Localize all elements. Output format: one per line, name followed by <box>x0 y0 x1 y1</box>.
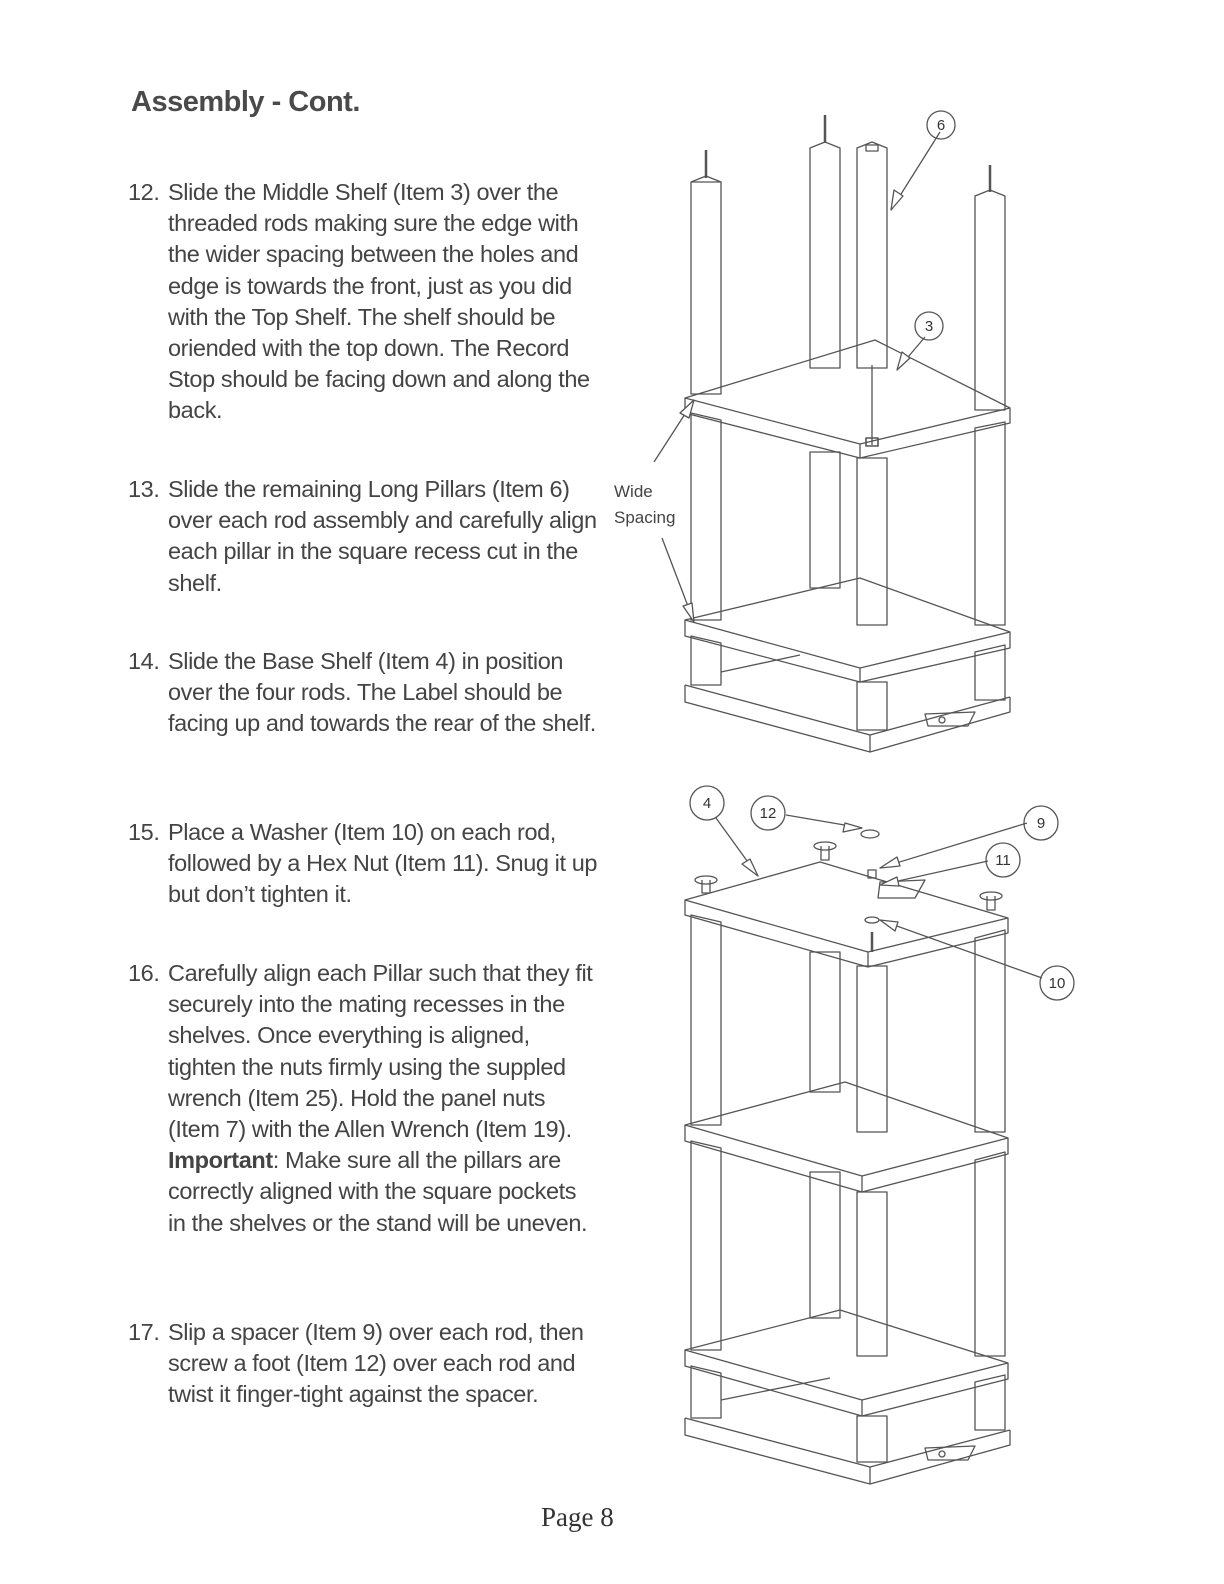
step-number: 13. <box>128 476 160 502</box>
step-number: 14. <box>128 648 160 674</box>
step-number: 16. <box>128 960 160 986</box>
page-number: Page 8 <box>541 1502 614 1532</box>
wide-spacing-label-line1: Wide <box>614 482 653 501</box>
step-text: Slide the Base Shelf (Item 4) in position over the four rods. The Label should be facing up and towards the rear of the shelf. <box>168 648 596 737</box>
callout-6: 6 <box>936 117 946 134</box>
step-number: 17. <box>128 1319 160 1345</box>
callout-9: 9 <box>1036 815 1046 832</box>
step-text: Slide the remaining Long Pillars (Item 6) over each rod assembly and carefully align each pillar in the square recess cut in the shelf. <box>168 476 597 596</box>
step-text-part: : Make sure all the pillars are correctly aligned with the square pockets in the shelves or the stand will be uneven. <box>168 1147 588 1236</box>
section-heading: Assembly - Cont. <box>131 86 360 118</box>
bottom-assembly-diagram <box>685 815 1042 1484</box>
callout-11: 11 <box>995 852 1011 869</box>
step-text: Slip a spacer (Item 9) over each rod, then screw a foot (Item 12) over each rod and twist it finger-tight against the spacer. <box>168 1319 584 1408</box>
callout-10: 10 <box>1048 975 1066 992</box>
callout-4: 4 <box>702 795 712 812</box>
important-emphasis: Important <box>168 1147 273 1174</box>
wide-spacing-label-line2: Spacing <box>614 508 676 527</box>
step-number: 12. <box>128 179 160 205</box>
top-assembly-diagram <box>654 115 1010 752</box>
step-text: Place a Washer (Item 10) on each rod, followed by a Hex Nut (Item 11). Snug it up but don’t tighten it. <box>168 819 598 908</box>
step-text-part: Carefully align each Pillar such that they fit securely into the mating recesses in the shelves. Once everything is aligned, tighten the nuts firmly using the suppled wrench (Item 25). Hold the panel nuts (Item 7) with the Allen Wrench (Item 19). <box>168 960 593 1143</box>
step-number: 15. <box>128 819 160 845</box>
callout-12: 12 <box>759 805 777 822</box>
callout-3: 3 <box>924 318 934 335</box>
step-text: Slide the Middle Shelf (Item 3) over the threaded rods making sure the edge with the wider spacing between the holes and edge is towards the front, just as you did with the Top Shelf. The shelf should be oriended with the top down. The Record Stop should be facing down and along the back. <box>168 179 590 424</box>
